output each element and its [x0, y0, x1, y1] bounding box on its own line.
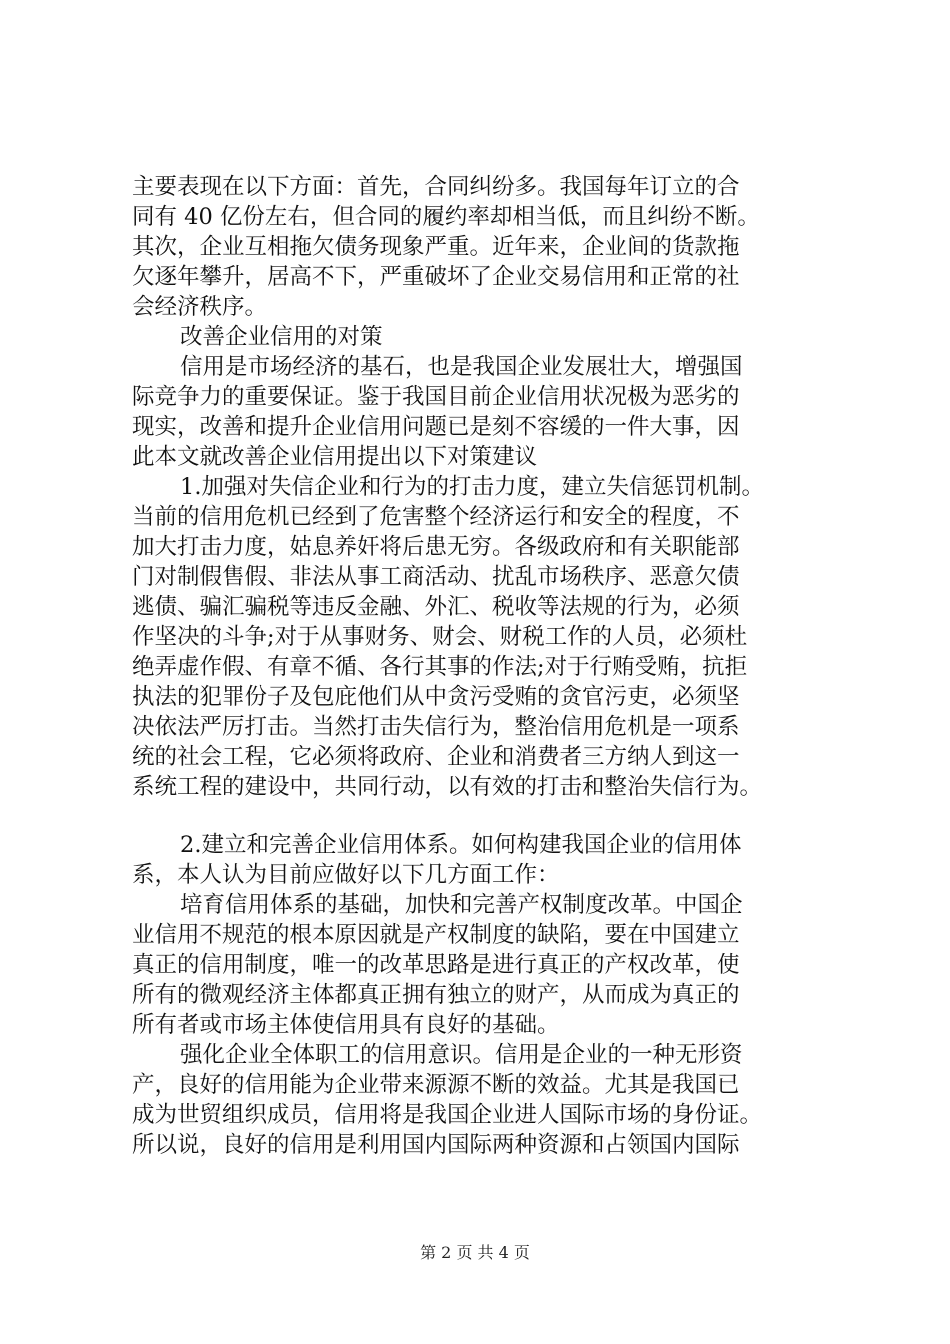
text-line: 改善企业信用的对策: [180, 324, 383, 350]
text-line: 业信用不规范的根本原因就是产权制度的缺陷，要在中国建立: [132, 922, 740, 948]
text-line: 系统工程的建设中，共同行动，以有效的打击和整治失信行为。: [132, 774, 763, 800]
text-line: 主要表现在以下方面：首先，合同纠纷多。我国每年订立的合: [132, 174, 740, 200]
text-line: 系，本人认为目前应做好以下几方面工作：: [132, 862, 560, 888]
text-line: 加大打击力度，姑息养奸将后患无穷。各级政府和有关职能部: [132, 534, 740, 560]
text-line: 1.加强对失信企业和行为的打击力度，建立失信惩罚机制。: [180, 474, 764, 500]
text-line: 2.建立和完善企业信用体系。如何构建我国企业的信用体: [180, 832, 742, 858]
paragraph-gap: [132, 802, 836, 830]
text-line: 此本文就改善企业信用提出以下对策建议: [132, 444, 538, 470]
text-line: 绝弄虚作假、有章不循、各行其事的作法;对于行贿受贿，抗拒: [132, 654, 748, 680]
text-line: 其次，企业互相拖欠债务现象严重。近年来，企业间的货款拖: [132, 234, 740, 260]
text-line: 执法的犯罪份子及包庇他们从中贪污受贿的贪官污吏，必须坚: [132, 684, 740, 710]
document-body: [132, 172, 836, 1160]
text-line: 会经济秩序。: [132, 294, 268, 320]
text-line: 统的社会工程，它必须将政府、企业和消费者三方纳人到这一: [132, 744, 740, 770]
text-line: 真正的信用制度，唯一的改革思路是进行真正的产权改革，使: [132, 952, 740, 978]
text-line: 欠逐年攀升，居高不下，严重破坏了企业交易信用和正常的社: [132, 264, 740, 290]
text-line: 际竞争力的重要保证。鉴于我国目前企业信用状况极为恶劣的: [132, 384, 740, 410]
text-line: 信用是市场经济的基石，也是我国企业发展壮大，增强国: [180, 354, 743, 380]
text-line: 产，良好的信用能为企业带来源源不断的效益。尤其是我国已: [132, 1072, 740, 1098]
text-line: 所有的微观经济主体都真正拥有独立的财产，从而成为真正的: [132, 982, 740, 1008]
text-line: 所有者或市场主体使信用具有良好的基础。: [132, 1012, 560, 1038]
text-line: 成为世贸组织成员，信用将是我国企业进人国际市场的身份证。: [132, 1102, 763, 1128]
text-line: 逃债、骗汇骗税等违反金融、外汇、税收等法规的行为，必须: [132, 594, 740, 620]
text-line: 门对制假售假、非法从事工商活动、扰乱市场秩序、恶意欠债: [132, 564, 740, 590]
text-line: 现实，改善和提升企业信用问题已是刻不容缓的一件大事，因: [132, 414, 740, 440]
page-footer: 第 2 页 共 4 页: [420, 1243, 530, 1262]
text-line: 当前的信用危机已经到了危害整个经济运行和安全的程度，不: [132, 504, 740, 530]
text-line: 同有 40 亿份左右，但合同的履约率却相当低，而且纠纷不断。: [132, 204, 760, 230]
text-line: 培育信用体系的基础，加快和完善产权制度改革。中国企: [180, 892, 743, 918]
text-line: 作坚决的斗争;对于从事财务、财会、财税工作的人员，必须杜: [132, 624, 748, 650]
text-line: 决依法严厉打击。当然打击失信行为，整治信用危机是一项系: [132, 714, 740, 740]
text-line: 强化企业全体职工的信用意识。信用是企业的一种无形资: [180, 1042, 743, 1068]
text-line: 所以说，良好的信用是利用国内国际两种资源和占领国内国际: [132, 1132, 740, 1158]
